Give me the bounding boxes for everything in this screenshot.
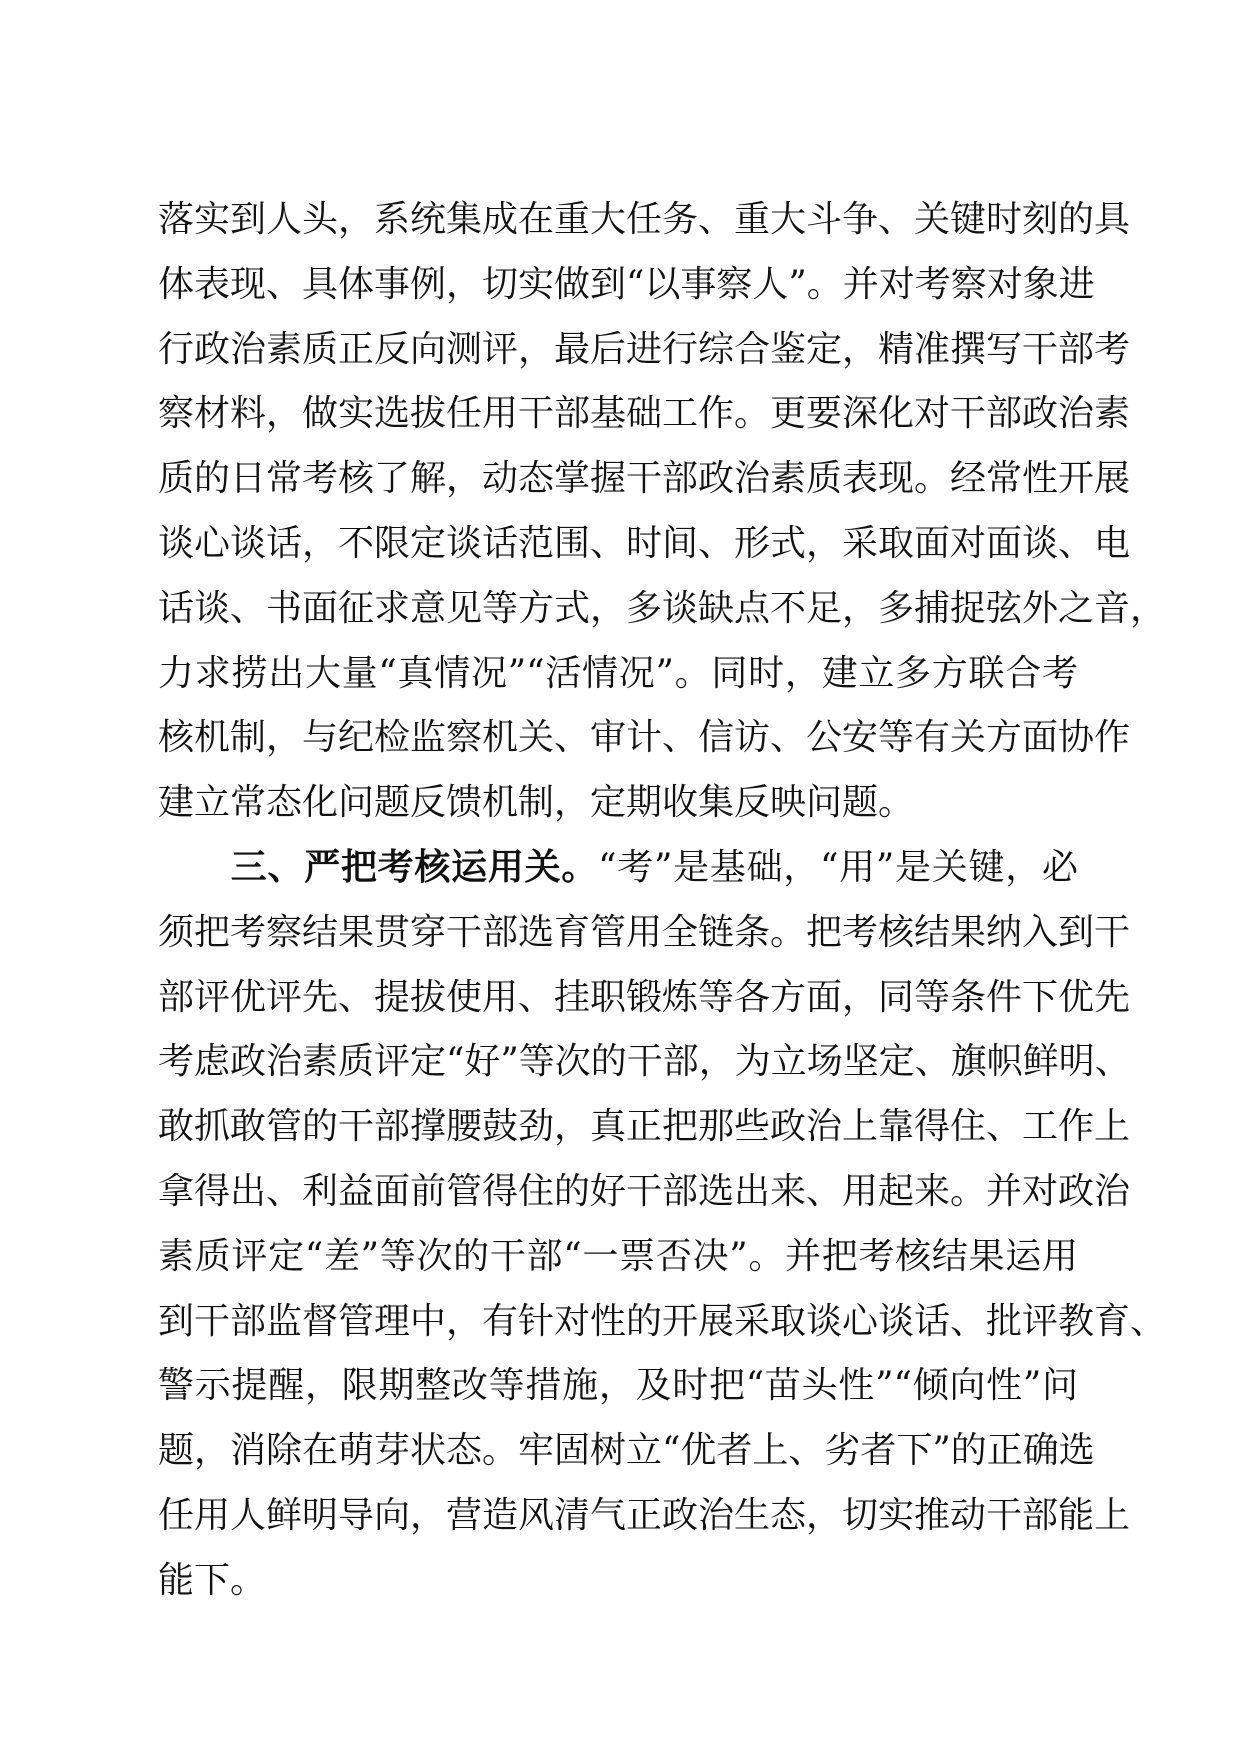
paragraph-1-line-2: 体表现、具体事例，切实做到“以事察人”。并对考察对象进 [158, 263, 1095, 305]
paragraph-2-line-7: 素质评定“差”等次的干部“一票否决”。并把考核结果运用 [158, 1235, 1078, 1277]
paragraph-1-line-1: 落实到人头，系统集成在重大任务、重大斗争、关键时刻的具 [158, 199, 1131, 240]
paragraph-1-line-9: 核机制，与纪检监察机关、审计、信访、公安等有关方面协作 [158, 717, 1131, 759]
paragraph-2-first-line [158, 836, 1078, 901]
paragraph-1-line-8: 力求捞出大量“真情况”“活情况”。同时，建立多方联合考 [158, 652, 1078, 694]
paragraph-2-line-9: 警示提醒，限期整改等措施，及时把“苗头性”“倾向性”问 [158, 1365, 1078, 1407]
paragraph-2-line-3: 部评优评先、提拔使用、挂职锻炼等各方面，同等条件下优先 [158, 976, 1131, 1018]
paragraph-2-line-10: 题，消除在萌芽状态。牢固树立“优者上、劣者下”的正确选 [158, 1430, 1095, 1472]
paragraph-2-line-12: 能下。 [158, 1559, 267, 1601]
paragraph-2-line-11: 任用人鲜明导向，营造风清气正政治生态，切实推动干部能上 [158, 1494, 1131, 1536]
paragraph-2-line-4: 考虑政治素质评定“好”等次的干部，为立场坚定、旗帜鲜明、 [158, 1041, 1131, 1083]
paragraph-2-line-5: 敢抓敢管的干部撑腰鼓劲，真正把那些政治上靠得住、工作上 [158, 1106, 1131, 1148]
paragraph-1-line-5: 质的日常考核了解，动态掌握干部政治素质表现。经常性开展 [158, 458, 1131, 500]
paragraph-2-line-2: 须把考察结果贯穿干部选育管用全链条。把考核结果纳入到干 [158, 911, 1131, 953]
paragraph-1-line-6: 谈心谈话，不限定谈话范围、时间、形式，采取面对面谈、电 [158, 522, 1131, 564]
paragraph-1-line-4: 察材料，做实选拔任用干部基础工作。更要深化对干部政治素 [158, 393, 1131, 435]
section-heading: 三、严把考核运用关。 [230, 846, 599, 888]
paragraph-2-first-line-text: “考”是基础，“用”是关键，必 [598, 846, 1078, 888]
paragraph-2-line-6: 拿得出、利益面前管得住的好干部选出来、用起来。并对政治 [158, 1170, 1131, 1212]
paragraph-2-line-8: 到干部监督管理中，有针对性的开展采取谈心谈话、批评教育、 [158, 1300, 1167, 1342]
paragraph-1-line-10: 建立常态化问题反馈机制，定期收集反映问题。 [158, 782, 915, 824]
document-body [158, 188, 1167, 1614]
paragraph-1-line-7: 话谈、书面征求意见等方式，多谈缺点不足，多捕捉弦外之音， [158, 587, 1167, 629]
paragraph-1-line-3: 行政治素质正反向测评，最后进行综合鉴定，精准撰写干部考 [158, 328, 1131, 370]
